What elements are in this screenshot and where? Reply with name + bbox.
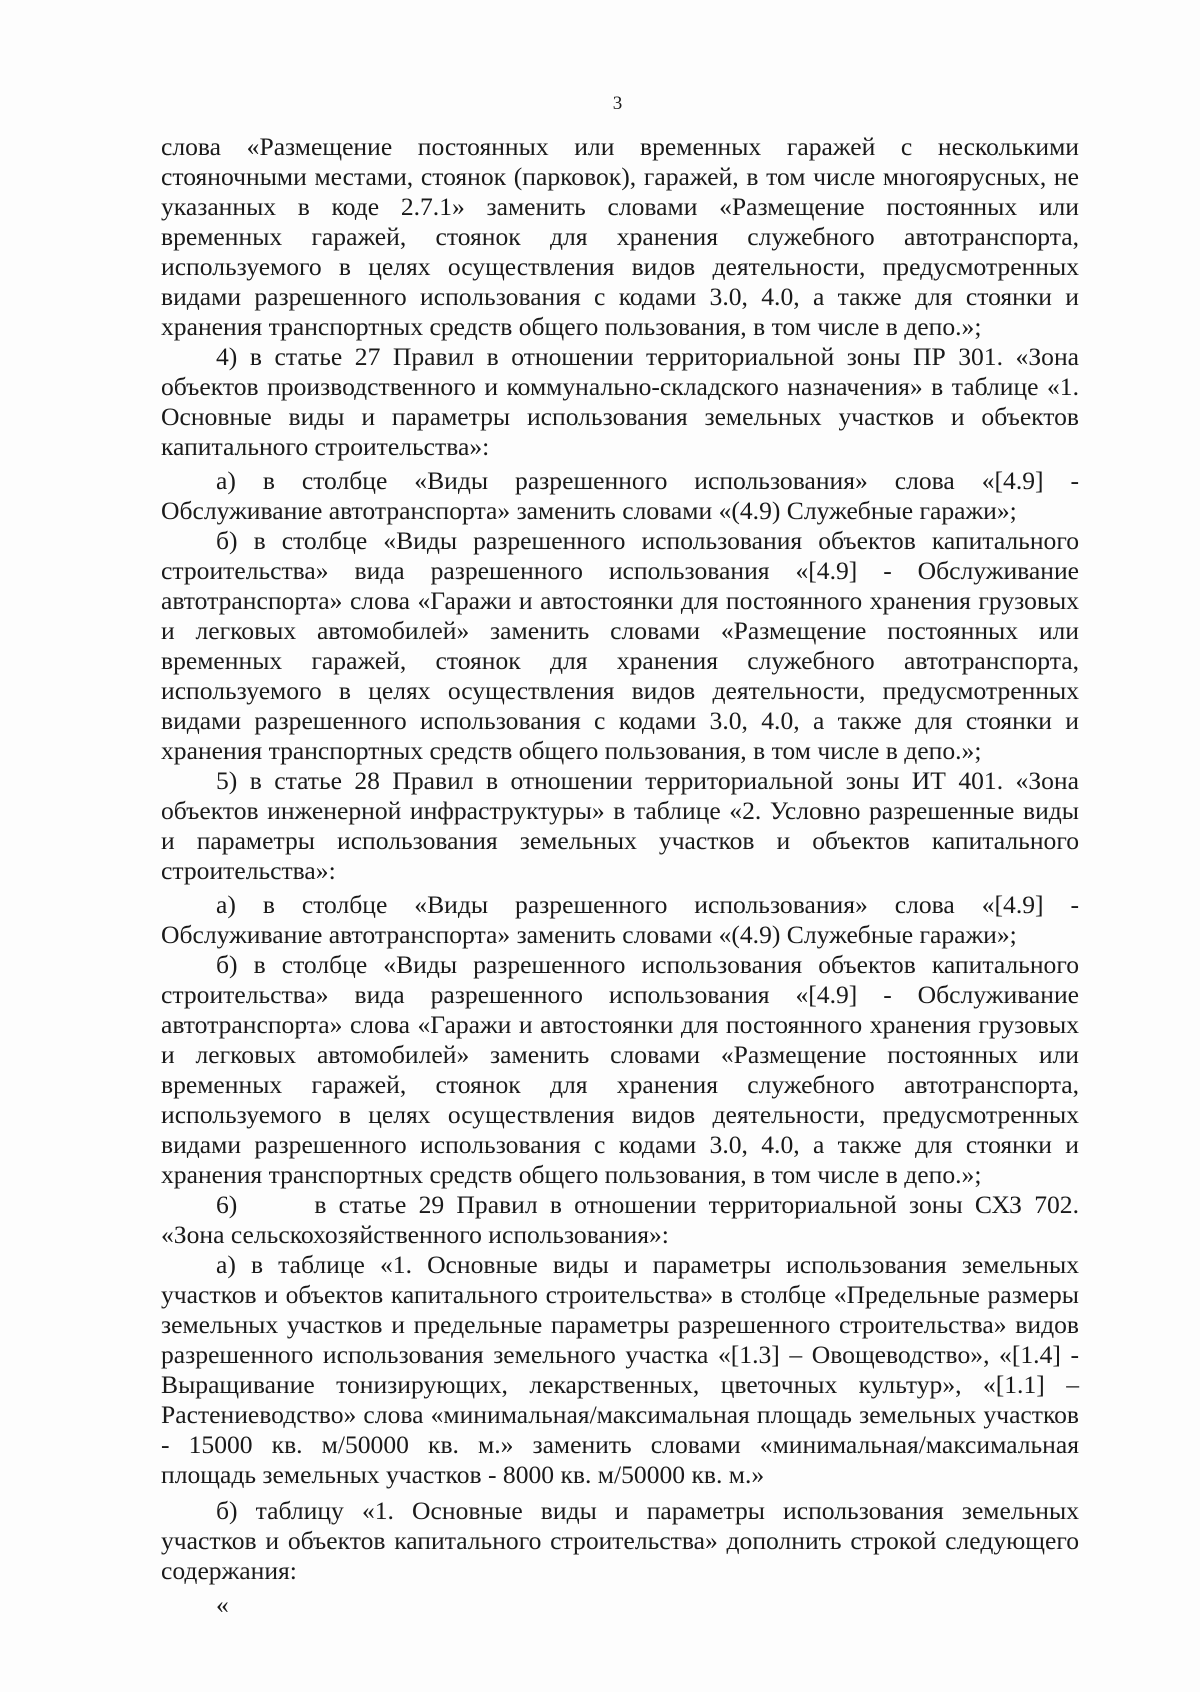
paragraph-item-5b: б) в столбце «Виды разрешенного использования объектов капитального строительства» вида разрешенного использования «[4.9] - Обслуживание автотранспорта» слова «Гаражи и автостоянки для постоянного хранения грузовых и легковых автомобилей» заменить словами «Размещение постоянных или временных гаражей, стоянок для хранения служебного автотранспорта, используемого в целях осуществления видов деятельности, предусмотренных видами разрешенного использования с кодами 3.0, 4.0, а также для стоянки и хранения транспортных средств общего пользования, в том числе в депо.»; (161, 950, 1079, 1189)
item-6-number: 6) (216, 1190, 238, 1219)
paragraph-item-5: 5) в статье 28 Правил в отношении территориальной зоны ИТ 401. «Зона объектов инженерной инфраструктуры» в таблице «2. Условно разрешенные виды и параметры использования земельных участков и объектов капитального строительства»: (161, 766, 1079, 885)
paragraph-item-5a: а) в столбце «Виды разрешенного использования» слова «[4.9] - Обслуживание автотранспорта» заменить словами «(4.9) Служебные гаражи»; (161, 890, 1079, 949)
paragraph-intro: слова «Размещение постоянных или временных гаражей с несколькими стояночными местами, стоянок (парковок), гаражей, в том числе многоярусных, не указанных в коде 2.7.1» заменить словами «Размещение постоянных или временных гаражей, стоянок для хранения служебного автотранспорта, используемого в целях осуществления видов деятельности, предусмотренных видами разрешенного использования с кодами 3.0, 4.0, а также для стоянки и хранения транспортных средств общего пользования, в том числе в депо.»; (161, 132, 1079, 341)
paragraph-item-4a: а) в столбце «Виды разрешенного использования» слова «[4.9] - Обслуживание автотранспорта» заменить словами «(4.9) Служебные гаражи»; (161, 466, 1079, 525)
paragraph-item-6a: а) в таблице «1. Основные виды и параметры использования земельных участков и объектов капитального строительства» в столбце «Предельные размеры земельных участков и предельные параметры разрешенного строительства» видов разрешенного использования земельного участка «[1.3] – Овощеводство», «[1.4] - Выращивание тонизирующих, лекарственных, цветочных культур», «[1.1] – Растениеводство» слова «минимальная/максимальная площадь земельных участков - 15000 кв. м/50000 кв. м.» заменить словами «минимальная/максимальная площадь земельных участков - 8000 кв. м/50000 кв. м.» (161, 1250, 1079, 1489)
page-number: 3 (612, 93, 623, 114)
paragraph-item-4b: б) в столбце «Виды разрешенного использования объектов капитального строительства» вида разрешенного использования «[4.9] - Обслуживание автотранспорта» слова «Гаражи и автостоянки для постоянного хранения грузовых и легковых автомобилей» заменить словами «Размещение постоянных или временных гаражей, стоянок для хранения служебного автотранспорта, используемого в целях осуществления видов деятельности, предусмотренных видами разрешенного использования с кодами 3.0, 4.0, а также для стоянки и хранения транспортных средств общего пользования, в том числе в депо.»; (161, 526, 1079, 765)
document-body (161, 132, 1079, 1620)
item-6-text: в статье 29 Правил в отношении территориальной зоны СХЗ 702. «Зона сельскохозяйственного использования»: (161, 1190, 1079, 1249)
opening-quote: « (216, 1590, 229, 1619)
paragraph-item-4: 4) в статье 27 Правил в отношении территориальной зоны ПР 301. «Зона объектов производственного и коммунально-складского назначения» в таблице «1. Основные виды и параметры использования земельных участков и объектов капитального строительства»: (161, 342, 1079, 461)
paragraph-item-6 (161, 1190, 1079, 1250)
paragraph-item-6b: б) таблицу «1. Основные виды и параметры использования земельных участков и объектов капитального строительства» дополнить строкой следующего содержания: (161, 1496, 1079, 1585)
